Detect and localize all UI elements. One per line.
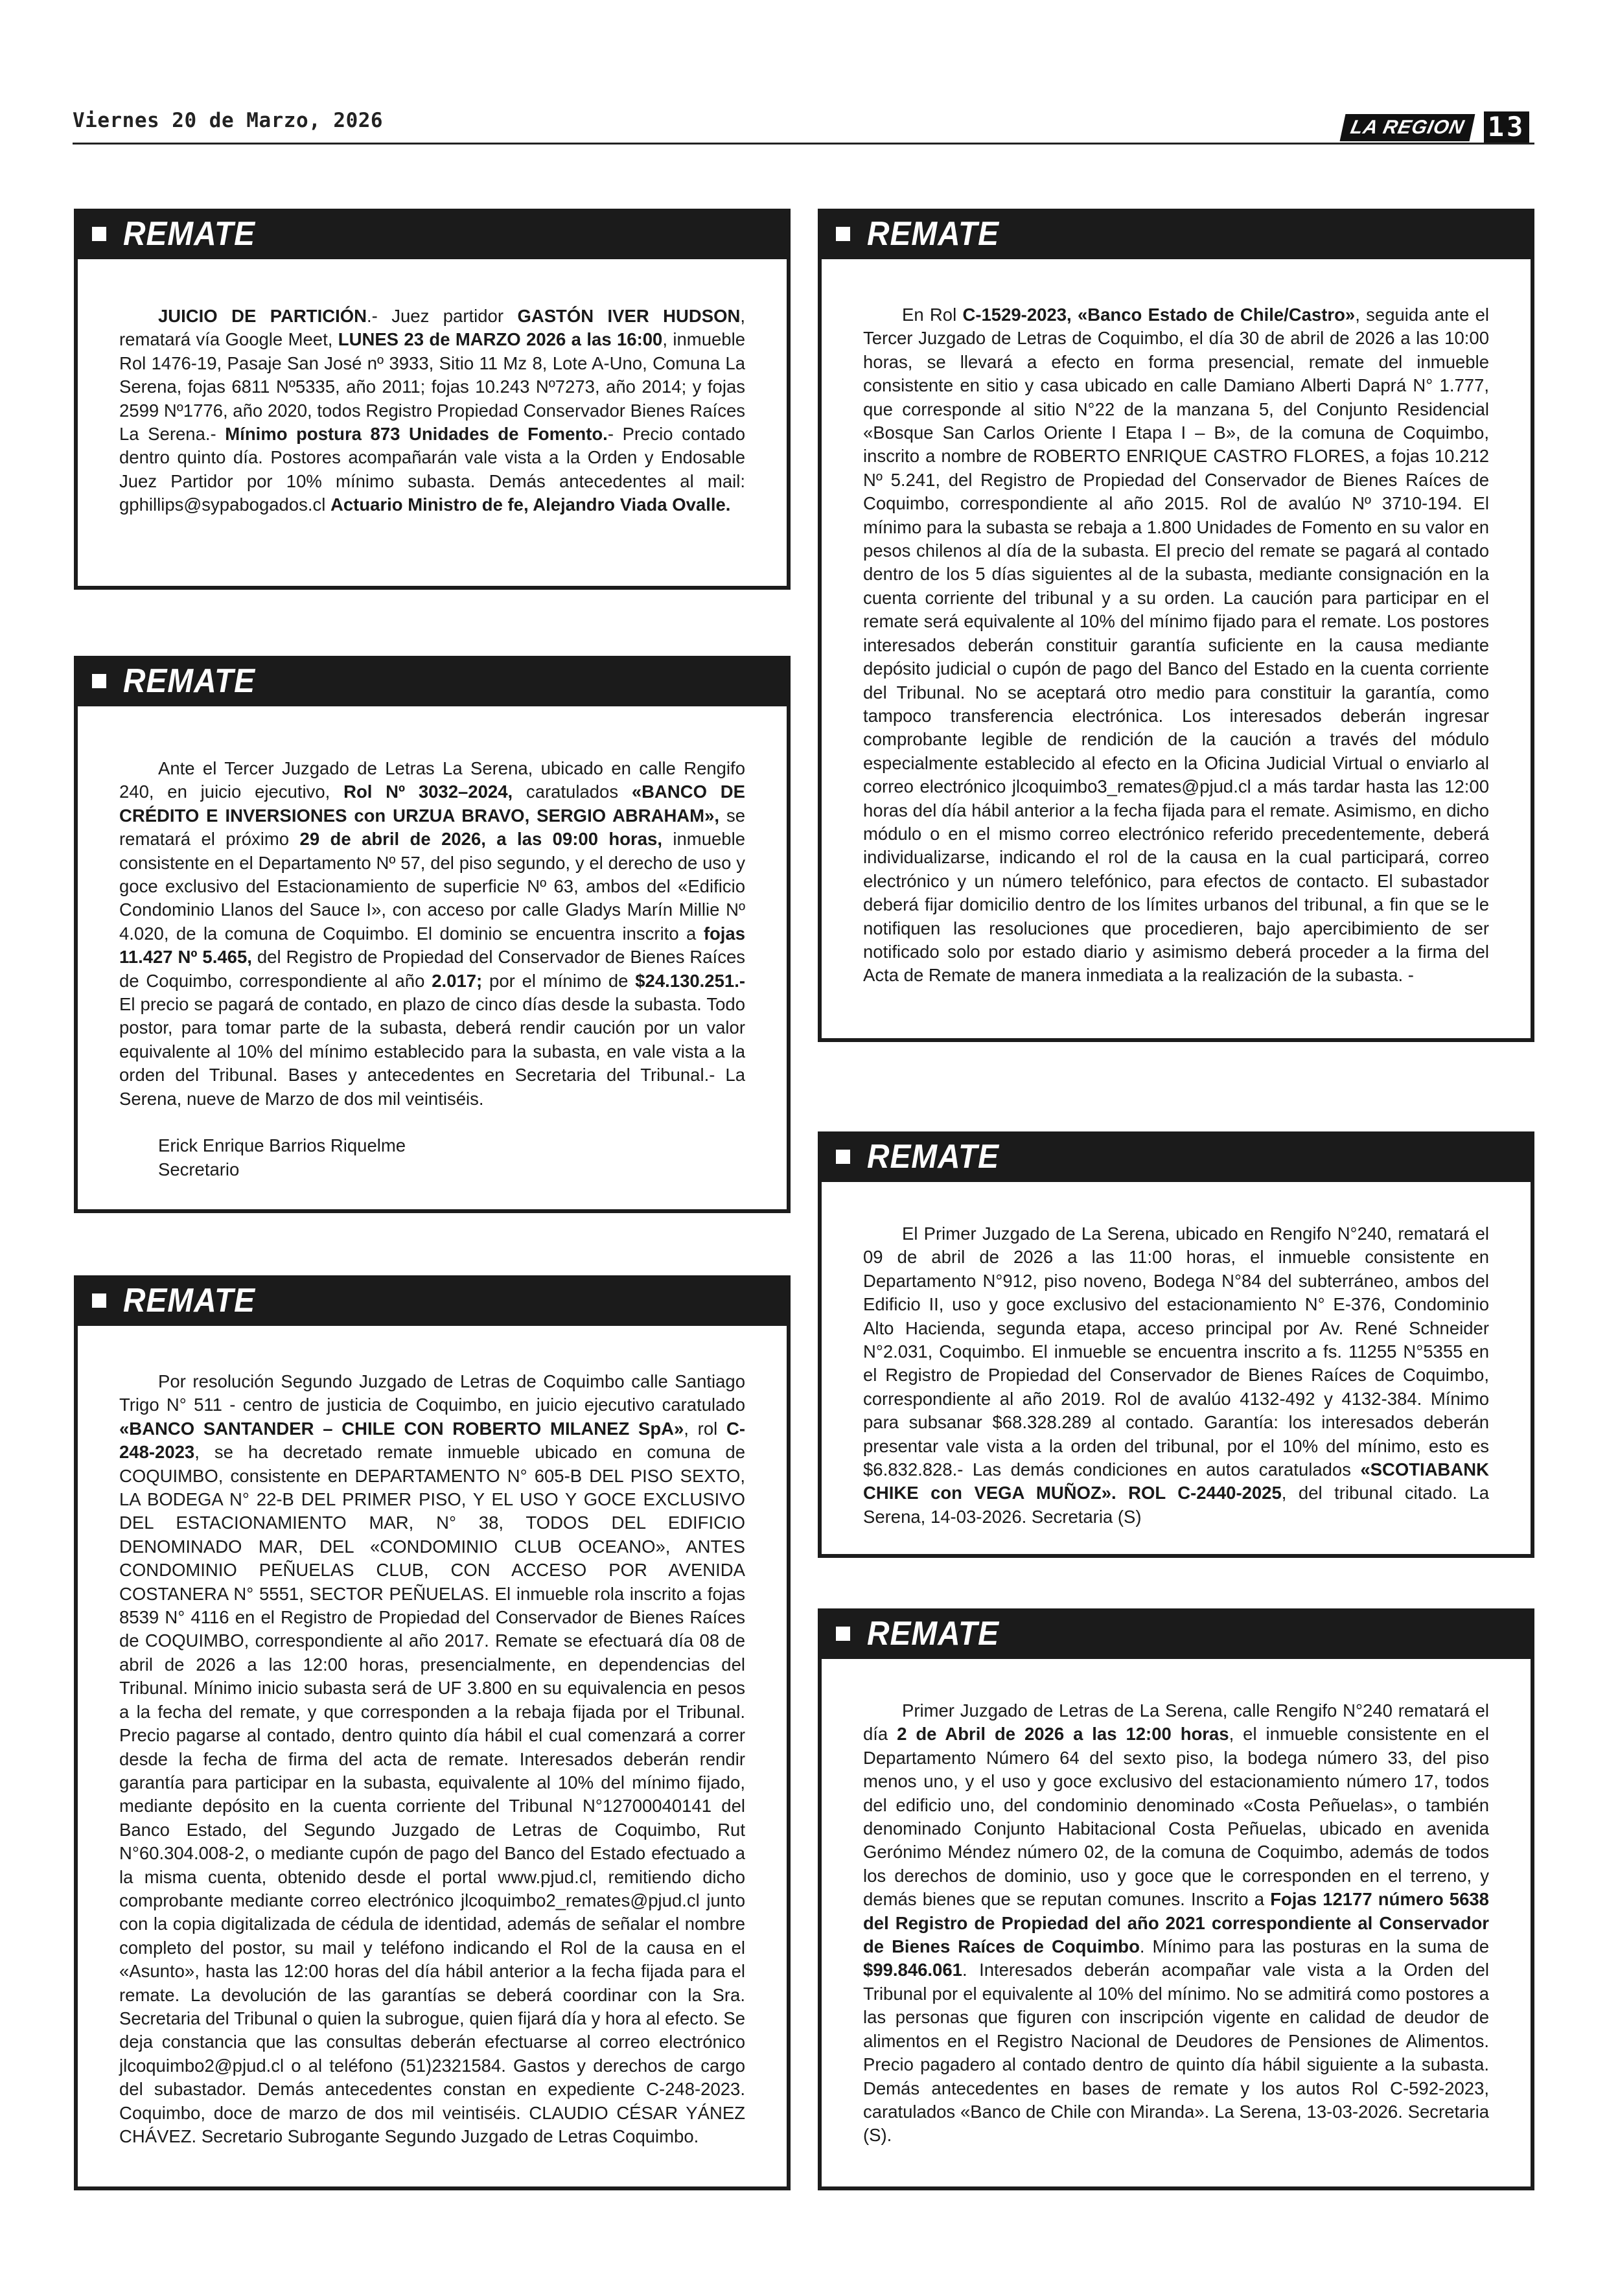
signature-name: Erick Enrique Barrios Riquelme: [158, 1135, 406, 1156]
notice-title-bar: [818, 1131, 1534, 1182]
square-bullet-icon: [92, 1293, 106, 1308]
notice-title: REMATE: [867, 1138, 999, 1176]
notice-title: REMATE: [123, 662, 255, 700]
notice-body: Ante el Tercer Juzgado de Letras La Serena, ubicado en calle Rengifo 240, en juicio ejecutivo, Rol Nº 3032–2024, caratulados «BANCO DE CRÉDITO E INVERSIONES con URZUA BRAVO, SERGIO ABRAHAM», se rematará el próximo 29 de abril de 2026, a las 09:00 horas, inmueble consistente en el Departamento Nº 57, del piso segundo, y el derecho de uso y goce exclusivo del Estacionamiento de superficie Nº 63, ambos del «Edificio Condominio Llanos del Sauce I», con acceso por calle Gladys Marín Millie Nº 4.020, de la comuna de Coquimbo. El dominio se encuentra inscrito a fojas 11.427 Nº 5.465, del Registro de Propiedad del Conservador de Bienes Raíces de Coquimbo, correspondiente al año 2.017; por el mínimo de $24.130.251.- El precio se pagará de contado, en plazo de cinco días desde la subasta. Todo postor, para tomar parte de la subasta, deberá rendir caución por un valor equivalente al 10% del mínimo establecido para la subasta, en vale vista a la orden del Tribunal. Bases y antecedentes en Secretaria del Tribunal.- La Serena, nueve de Marzo de dos mil veintiséis. Erick Enrique Barrios Riquelme Secretario: [119, 757, 745, 1181]
remate-notice-banco-estado: [818, 209, 1534, 1042]
remate-notice-santander: [74, 1275, 791, 2190]
square-bullet-icon: [836, 227, 850, 241]
notice-title: REMATE: [123, 215, 255, 253]
notice-body: El Primer Juzgado de La Serena, ubicado en Rengifo N°240, rematará el 09 de abril de 2026 a las 11:00 horas, el inmueble consistente en Departamento N°912, piso noveno, Bodega N°84 del subterráneo, ambos del Edificio II, uso y goce exclusivo del estacionamiento N° E-376, Condominio Alto Hacienda, segunda etapa, acceso principal por Av. René Schneider N°2.031, Coquimbo. El inmueble se encuentra inscrito a fs. 11255 N°5355 en el Registro de Propiedad del Conservador de Bienes Raíces de Coquimbo, correspondiente al año 2019. Rol de avalúo 4132-492 y 4132-384. Mínimo para subsanar $68.328.289 al contado. Garantía: los interesados deberán presentar vale vista a la orden del tribunal, por el 10% del mínimo, esto es $6.832.828.- Las demás condiciones en autos caratulados «SCOTIABANK CHIKE con VEGA MUÑOZ». ROL C-2440-2025, del tribunal citado. La Serena, 14-03-2026. Secretaria (S): [863, 1223, 1489, 1527]
header-divider: [73, 143, 1534, 145]
page-number: 13: [1484, 111, 1529, 143]
notice-title-bar: [74, 209, 791, 259]
notice-body: Por resolución Segundo Juzgado de Letras de Coquimbo calle Santiago Trigo N° 511 - centro de justicia de Coquimbo, en juicio ejecutivo caratulado «BANCO SANTANDER – CHILE CON ROBERTO MILANEZ SpA», rol C-248-2023, se ha decretado remate inmueble ubicado en comuna de COQUIMBO, consistente en DEPARTAMENTO N° 605-B DEL PISO SEXTO, LA BODEGA N° 22-B DEL PRIMER PISO, Y EL USO Y GOCE EXCLUSIVO DEL ESTACIONAMIENTO MAR, N° 38, TODOS DEL EDIFICIO DENOMINADO MAR, DEL «CONDOMINIO CLUB OCEANO», ANTES CONDOMINIO PEÑUELAS CLUB, CON ACCESO POR AVENIDA COSTANERA N° 5551, SECTOR PEÑUELAS. El inmueble rola inscrito a fojas 8539 N° 4116 en el Registro de Propiedad del Conservador de Bienes Raíces de COQUIMBO, correspondiente al año 2017. Remate se efectuará día 08 de abril de 2026 a las 12:00 horas, presencialmente, en dependencias del Tribunal. Mínimo inicio subasta será de UF 3.800 en su equivalencia en pesos a la fecha del remate, y que corresponden a la rebaja fijada por el Tribunal. Precio pagarse al contado, dentro quinto día hábil el cual comenzará a correr desde la fecha de firma del acta de remate. Interesados deberán rendir garantía para participar en la subasta, equivalente al 10% del mínimo fijado, mediante depósito en la cuenta corriente del Tribunal N°12700040141 del Banco Estado, del Segundo Juzgado de Letras de Coquimbo, Rut N°60.304.008-2, o mediante cupón de pago del Banco del Estado efectuado a la misma cuenta, obtenido desde el portal www.pjud.cl, remitiendo dicho comprobante mediante correo electrónico jlcoquimbo2_remates@pjud.cl junto con la copia digitalizada de cédula de identidad, además de señalar el nombre completo del postor, su mail y teléfono indicando el Rol de la causa en el «Asunto», hasta las 12:00 horas del día hábil anterior a la fecha fijada para el remate. La devolución de las garantías se deberá coordinar con la Sra. Secretaria del Tribunal o quien la subrogue, quien fijará día y hora al efecto. Se deja constancia que las consultas deberán efectuarse al correo electrónico jlcoquimbo2@pjud.cl o al teléfono (51)2321584. Gastos y derechos de cargo del subastador. Demás antecedentes constan en expediente C-248-2023. Coquimbo, doce de marzo de dos mil veintiséis. CLAUDIO CÉSAR YÁNEZ CHÁVEZ. Secretario Subrogante Segundo Juzgado de Letras Coquimbo.: [119, 1371, 745, 2146]
square-bullet-icon: [92, 674, 106, 688]
notice-body: En Rol C-1529-2023, «Banco Estado de Chile/Castro», seguida ante el Tercer Juzgado de Letras de Coquimbo, el día 30 de abril de 2026 a las 10:00 horas, se llevará a efecto en forma presencial, remate del inmueble consistente en sitio y casa ubicado en calle Damiano Alberti Daprá N° 1.777, que corresponde al sitio N°22 de la manzana 5, del Conjunto Residencial «Bosque San Carlos Oriente I Etapa I – B», de la comuna de Coquimbo, inscrito a nombre de ROBERTO ENRIQUE CASTRO FLORES, a fojas 10.212 Nº 5.241, del Registro de Propiedad del Conservador de Bienes Raíces de Coquimbo, correspondiente al año 2015. Rol de avalúo Nº 3710-194. El mínimo para la subasta se rebaja a 1.800 Unidades de Fomento en su valor en pesos chilenos al día de la subasta. El precio del remate se pagará al contado dentro de los 5 días siguientes al de la subasta, mediante consignación en la cuenta corriente del tribunal y a su orden. La caución para participar en el remate será equivalente al 10% del mínimo fijado para el remate. Los postores interesados deberán constituir garantía suficiente en la causa mediante depósito judicial o cupón de pago del Banco del Estado en la cuenta corriente del Tribunal. No se aceptará otro medio para constituir la garantía, como tampoco transferencia electrónica. Los interesados deberán ingresar comprobante legible de rendición de la caución a través del módulo especialmente establecido al efecto en la Oficina Judicial Virtual o enviarlo al correo electrónico jlcoquimbo3_remates@pjud.cl a más tardar hasta las 12:00 horas del día hábil anterior a la fecha fijada para el remate. Asimismo, en dicho módulo o en el mismo correo electrónico referido precedentemente, deberá individualizarse, indicando el rol de la causa en la cual participará, correo electrónico y un número telefónico, para efectos de contacto. El subastador deberá fijar domicilio dentro de los límites urbanos del tribunal, a fin que se le notifiquen las resoluciones que procedieren, bajo apercibimiento de ser notificado solo por estado diario y asimismo deberá proceder a la firma del Acta de Remate de manera inmediata a la realización de la subasta. -: [863, 305, 1489, 986]
notice-title-bar: [818, 209, 1534, 259]
notice-title-bar: [74, 1275, 791, 1326]
notice-title-bar: [818, 1608, 1534, 1659]
notice-body: JUICIO DE PARTICIÓN.- Juez partidor GASTÓN IVER HUDSON, rematará vía Google Meet, LUNES 23 de MARZO 2026 a las 16:00, inmueble Rol 1476-19, Pasaje San José nº 3933, Sitio 11 Mz 8, Lote A-Uno, Comuna La Serena, fojas 6811 Nº5335, año 2011; fojas 10.243 Nº7273, año 2014; y fojas 2599 Nº1776, año 2020, todos Registro Propiedad Conservador Bienes Raíces La Serena.- Mínimo postura 873 Unidades de Fomento.- Precio contado dentro quinto día. Postores acompañarán vale vista a la Orden y Endosable Juez Partidor por 10% mínimo subasta. Demás antecedentes al mail: gphillips@sypabogados.cl Actuario Ministro de fe, Alejandro Viada Ovalle.: [119, 306, 745, 515]
notice-title: REMATE: [867, 1615, 999, 1652]
notice-body: Primer Juzgado de Letras de La Serena, calle Rengifo N°240 rematará el día 2 de Abril de 2026 a las 12:00 horas, el inmueble consistente en el Departamento Número 64 del sexto piso, la bodega número 33, del piso menos uno, y el uso y goce exclusivo del estacionamiento número 17, todos del edificio uno, del condominio denominado «Costa Peñuelas», o también denominado Conjunto Habitacional Costa Peñuelas, ubicado en avenida Gerónimo Méndez número 02, de la comuna de Coquimbo, además de todos los derechos de dominio, uso y goce que le corresponden en el terreno, y demás bienes que se reputan comunes. Inscrito a Fojas 12177 número 5638 del Registro de Propiedad del año 2021 correspondiente al Conservador de Bienes Raíces de Coquimbo. Mínimo para las posturas en la suma de $99.846.061. Interesados deberán acompañar vale vista a la Orden del Tribunal por el equivalente al 10% del mínimo. No se admitirá como postores a las personas que figuren con inscripción vigente en calidad de deudor de alimentos en el Registro Nacional de Deudores de Pensiones de Alimentos. Precio pagadero al contado dentro de quinto día hábil siguiente a la subasta. Demás antecedentes en bases de remate y los autos Rol C-592-2023, caratulados «Banco de Chile con Miranda». La Serena, 13-03-2026. Secretaria (S).: [863, 1700, 1489, 2146]
remate-notice-banco-chile: [818, 1608, 1534, 2190]
notice-title: REMATE: [867, 215, 999, 253]
square-bullet-icon: [92, 227, 106, 241]
remate-notice-scotiabank: [818, 1131, 1534, 1558]
issue-date: Viernes 20 de Marzo, 2026: [73, 109, 384, 132]
square-bullet-icon: [836, 1627, 850, 1641]
signature-role: Secretario: [158, 1159, 240, 1179]
remate-notice-bci: [74, 656, 791, 1213]
notice-title: REMATE: [123, 1282, 255, 1319]
square-bullet-icon: [836, 1150, 850, 1164]
remate-notice-particion: [74, 209, 791, 590]
notice-title-bar: [74, 656, 791, 706]
newspaper-logo: LA REGION: [1340, 114, 1475, 141]
